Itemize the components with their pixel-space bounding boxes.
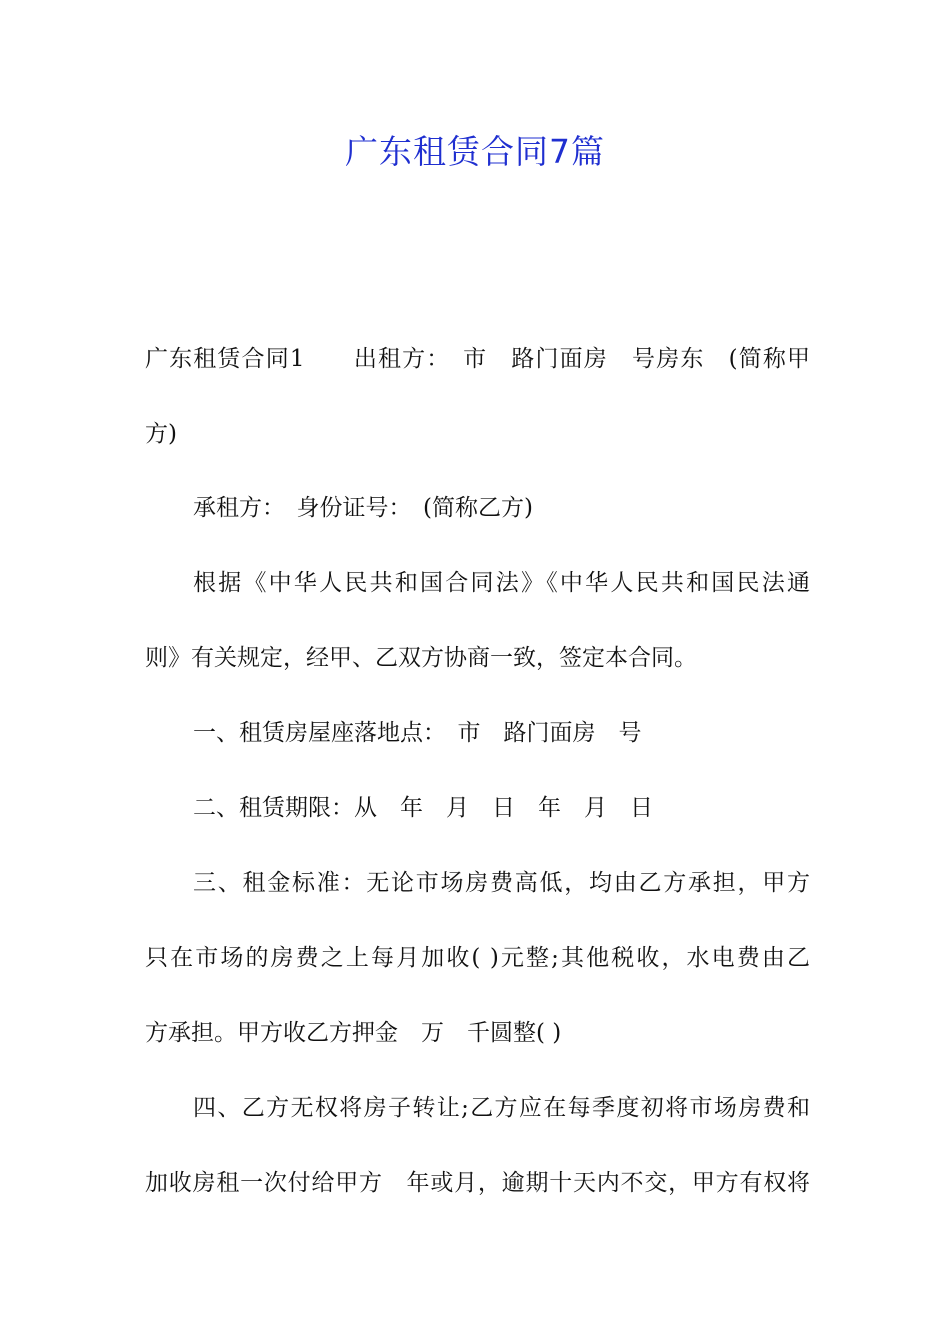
paragraph-line: 则》有关规定，经甲、乙双方协商一致，签定本合同。 xyxy=(145,645,697,671)
paragraph-line: 三、租金标准：无论市场房费高低，均由乙方承担，甲方 xyxy=(193,870,810,896)
paragraph-line: 二、租赁期限：从 年 月 日 年 月 日 xyxy=(193,795,653,821)
paragraph-line: 四、乙方无权将房子转让;乙方应在每季度初将市场房费和 xyxy=(193,1095,810,1121)
paragraph-line: 根据《中华人民共和国合同法》《中华人民共和国民法通 xyxy=(193,570,810,596)
document-title: 广东租赁合同7篇 xyxy=(345,132,605,171)
paragraph-line: 承租方： 身份证号： (简称乙方) xyxy=(193,495,533,521)
paragraph-line: 一、租赁房屋座落地点： 市 路门面房 号 xyxy=(193,720,642,746)
paragraph-line: 只在市场的房费之上每月加收( )元整;其他税收，水电费由乙 xyxy=(145,945,810,971)
paragraph-line: 加收房租一次付给甲方 年或月，逾期十天内不交，甲方有权将 xyxy=(145,1170,810,1196)
paragraph-line: 方承担。甲方收乙方押金 万 千圆整( ) xyxy=(145,1020,562,1046)
paragraph-line: 方) xyxy=(145,421,177,447)
paragraph-line: 广东租赁合同1 出租方： 市 路门面房 号房东 (简称甲 xyxy=(145,346,810,372)
